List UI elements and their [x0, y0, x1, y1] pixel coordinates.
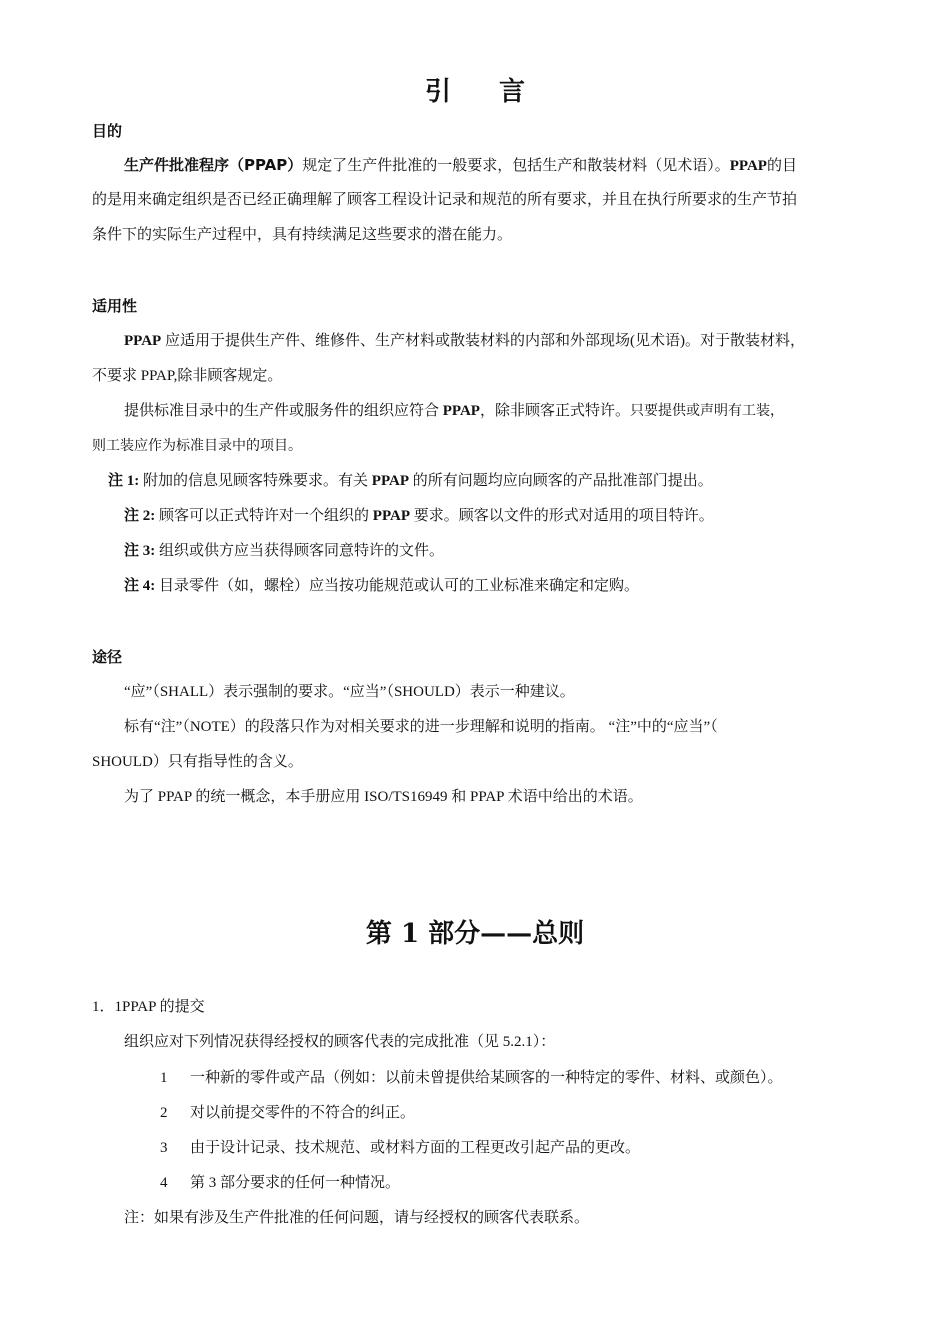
part1-title: 第 1 部分——总则 — [365, 919, 585, 949]
purpose-line-3: 条件下的实际生产过程中，具有持续满足这些要求的潜在能力。 — [92, 227, 513, 243]
purpose-line-2: 的是用来确定组织是否已经正确理解了顾客工程设计记录和规范的所有要求，并且在执行所要求的生产节拍 — [92, 192, 798, 208]
applicability-heading: 适用性 — [92, 297, 138, 315]
list-item: 3 由于设计记录、技术规范、或材料方面的工程更改引起产品的更改。 — [160, 1140, 641, 1156]
approach-line-4: 为了 PPAP 的统一概念，本手册应用 ISO/TS16949 和 PPAP 术语中给出的术语。 — [124, 789, 643, 805]
approach-heading: 途径 — [92, 648, 123, 666]
approach-line-3: SHOULD）只有指导性的含义。 — [92, 754, 303, 770]
note-4: 注 4: 目录零件（如，螺栓）应当按功能规范或认可的工业标准来确定和定购。 — [124, 578, 640, 594]
list-item: 1 一种新的零件或产品（例如：以前未曾提供给某顾客的一种特定的零件、材料、或颜色）。 — [160, 1070, 783, 1086]
note-1: 注 1: 附加的信息见顾客特殊要求。有关 PPAP 的所有问题均应向顾客的产品批准部门提出。 — [108, 473, 713, 489]
approach-line-1: “应”（SHALL）表示强制的要求。“应当”（SHOULD）表示一种建议。 — [124, 684, 575, 700]
list-item: 2 对以前提交零件的不符合的纠正。 — [160, 1105, 416, 1121]
intro-title: 引言 — [424, 77, 573, 107]
part1-section-heading: 1．1PPAP 的提交 — [92, 999, 205, 1015]
applicability-line-1: PPAP 应适用于提供生产件、维修件、生产材料或散装材料的内部和外部现场(见术语)。对于散装材料， — [124, 333, 805, 349]
note-3: 注 3: 组织或供方应当获得顾客同意特许的文件。 — [124, 543, 445, 559]
applicability-line-2: 不要求 PPAP,除非顾客规定。 — [92, 368, 283, 384]
approach-line-2: 标有“注”（NOTE）的段落只作为对相关要求的进一步理解和说明的指南。 “注”中的“应当”（ — [124, 719, 718, 735]
part1-lead: 组织应对下列情况获得经授权的顾客代表的完成批准（见 5.2.1）： — [124, 1034, 556, 1050]
list-item: 4 第 3 部分要求的任何一种情况。 — [160, 1175, 401, 1191]
applicability-line-3: 提供标准目录中的生产件或服务件的组织应符合 PPAP，除非顾客正式特许。只要提供或声明有工装， — [124, 403, 784, 419]
applicability-line-4: 则工装应作为标准目录中的项目。 — [92, 438, 302, 454]
part1-note: 注：如果有涉及生产件批准的任何问题，请与经授权的顾客代表联系。 — [124, 1210, 590, 1226]
ppap-term: 生产件批准程序（PPAP） — [124, 156, 303, 174]
purpose-heading: 目的 — [92, 122, 123, 140]
purpose-line-1: 生产件批准程序（PPAP）规定了生产件批准的一般要求，包括生产和散装材料（见术语）。PPAP的目 — [124, 156, 797, 174]
note-2: 注 2: 顾客可以正式特许对一个组织的 PPAP 要求。顾客以文件的形式对适用的项目特许。 — [124, 508, 714, 524]
